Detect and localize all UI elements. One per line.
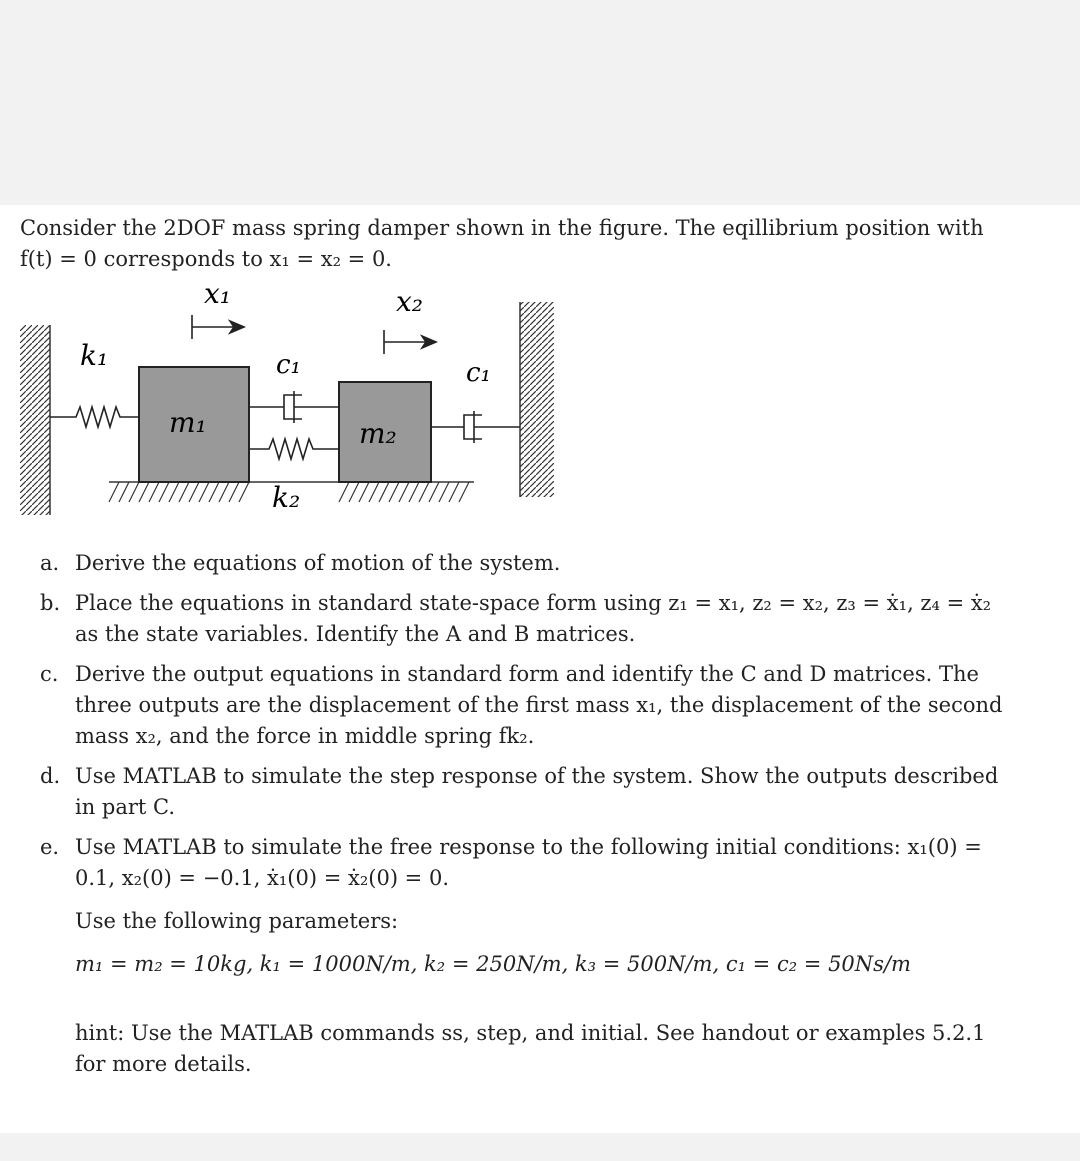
- question-label: d.: [40, 764, 61, 788]
- question-text: Derive the equations of motion of the system.: [75, 551, 561, 575]
- question-label: b.: [40, 591, 61, 615]
- question-list: [40, 548, 1030, 1089]
- spring-k2: [249, 439, 339, 459]
- question-label: a.: [40, 551, 60, 575]
- question-text: three outputs are the displacement of the first mass x₁, the displacement of the second: [75, 693, 1003, 717]
- intro-line-2: f(t) = 0 corresponds to x₁ = x₂ = 0.: [20, 247, 392, 271]
- bottom-margin: [0, 1133, 1080, 1161]
- m1-label: m₁: [169, 406, 207, 439]
- m2-label: m₂: [359, 417, 397, 450]
- question-label: e.: [40, 835, 60, 859]
- problem-document: [0, 205, 1080, 1133]
- x1-label: x₁: [204, 277, 232, 310]
- damper-c1-right: [431, 411, 520, 443]
- damper-c1-middle: [249, 391, 339, 423]
- k1-label: k₁: [80, 339, 109, 372]
- question-text: Place the equations in standard state-space form using z₁ = x₁, z₂ = x₂, z₃ = ẋ₁, z₄ = ẋ₂: [75, 591, 992, 615]
- k2-label: k₂: [272, 481, 301, 514]
- mass-spring-damper-figure: [14, 277, 574, 527]
- x2-label: x₂: [396, 285, 424, 318]
- problem-intro: [20, 213, 1030, 275]
- question-text: mass x₂, and the force in middle spring fk₂.: [75, 724, 535, 748]
- question-text: Use MATLAB to simulate the step response of the system. Show the outputs described: [75, 764, 999, 788]
- top-margin: [0, 0, 1080, 205]
- question-label: c.: [40, 662, 59, 686]
- c1-label-left: c₁: [276, 350, 301, 380]
- question-text: Use MATLAB to simulate the free response to the following initial conditions: x₁(0) =: [75, 835, 982, 859]
- question-a: [40, 548, 1030, 579]
- question-text: as the state variables. Identify the A and B matrices.: [75, 622, 636, 646]
- hint-line-2: for more details.: [75, 1052, 252, 1076]
- question-d: [40, 761, 1030, 823]
- question-text: in part C.: [75, 795, 176, 819]
- parameters-values: m₁ = m₂ = 10kg, k₁ = 1000N/m, k₂ = 250N/m, k₃ = 500N/m, c₁ = c₂ = 50Ns/m: [75, 952, 911, 976]
- question-b: [40, 588, 1030, 650]
- hint-line-1: hint: Use the MATLAB commands ss, step, and initial. See handout or examples 5.2.1: [75, 1021, 986, 1045]
- x2-arrow: [384, 330, 436, 354]
- c1-label-right: c₁: [466, 358, 491, 388]
- question-text: 0.1, x₂(0) = −0.1, ẋ₁(0) = ẋ₂(0) = 0.: [75, 866, 449, 890]
- spring-k1: [50, 407, 139, 427]
- left-wall: [20, 325, 50, 515]
- parameters-intro: Use the following parameters:: [75, 909, 399, 933]
- right-wall: [520, 302, 554, 497]
- question-text: Derive the output equations in standard form and identify the C and D matrices. The: [75, 662, 979, 686]
- intro-line-1: Consider the 2DOF mass spring damper shown in the figure. The eqillibrium position with: [20, 216, 984, 240]
- question-e: [40, 832, 1030, 1080]
- question-c: [40, 659, 1030, 752]
- x1-arrow: [192, 315, 244, 339]
